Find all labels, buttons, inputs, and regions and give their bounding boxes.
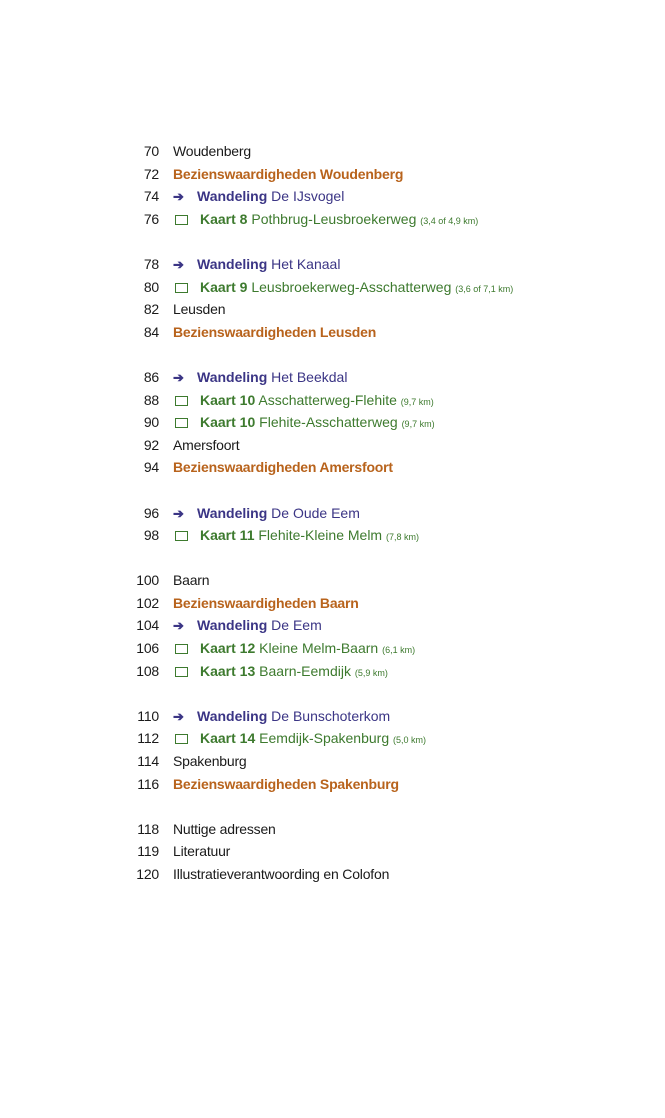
entry-keyword: Wandeling bbox=[197, 368, 268, 385]
entry-title: Flehite-Asschatterweg bbox=[259, 414, 398, 431]
page-number: 74 bbox=[143, 188, 159, 205]
entry-keyword: Kaart 12 bbox=[200, 640, 256, 657]
toc-entry[interactable] bbox=[0, 840, 665, 863]
page-number: 80 bbox=[143, 278, 159, 295]
arrow-right-icon: ➔ bbox=[173, 189, 184, 205]
page-number: 110 bbox=[137, 707, 159, 724]
toc-entry[interactable] bbox=[0, 592, 665, 615]
entry-title: Flehite-Kleine Melm bbox=[258, 527, 383, 544]
entry-title: Bezienswaardigheden Amersfoort bbox=[173, 459, 393, 476]
page-number: 86 bbox=[143, 368, 159, 385]
toc-entry[interactable] bbox=[0, 727, 665, 750]
entry-distance: (5,0 km) bbox=[393, 735, 427, 746]
entry-title: Woudenberg bbox=[173, 143, 251, 159]
toc-entry[interactable] bbox=[0, 366, 665, 389]
toc-entry[interactable] bbox=[0, 569, 665, 592]
page-number: 119 bbox=[137, 843, 159, 860]
arrow-right-icon: ➔ bbox=[173, 505, 184, 521]
page-number: 88 bbox=[143, 391, 159, 408]
entry-title: Illustratieverantwoording en Colofon bbox=[173, 866, 390, 882]
toc-entry[interactable] bbox=[0, 389, 665, 412]
toc-entry[interactable] bbox=[0, 434, 665, 457]
page-number: 102 bbox=[136, 594, 159, 611]
page-number: 70 bbox=[143, 143, 159, 159]
entry-title: Bezienswaardigheden Spakenburg bbox=[173, 775, 399, 792]
toc-entry[interactable] bbox=[0, 524, 665, 547]
entry-title: Leusden bbox=[173, 301, 226, 318]
entry-title: Kleine Melm-Baarn bbox=[259, 640, 379, 657]
page-number: 106 bbox=[136, 640, 159, 657]
map-box-icon bbox=[175, 644, 188, 654]
entry-keyword: Wandeling bbox=[197, 707, 268, 724]
toc-entry[interactable] bbox=[0, 863, 665, 886]
toc-entry[interactable] bbox=[0, 705, 665, 728]
entry-title: Nuttige adressen bbox=[173, 820, 276, 837]
entry-title: Bezienswaardigheden Woudenberg bbox=[173, 165, 404, 182]
map-box-icon bbox=[175, 531, 188, 541]
entry-distance: (6,1 km) bbox=[382, 645, 416, 656]
map-box-icon bbox=[175, 283, 188, 293]
toc-entry[interactable] bbox=[0, 163, 665, 186]
toc-entry[interactable] bbox=[0, 502, 665, 525]
map-box-icon bbox=[175, 418, 188, 428]
toc-entry[interactable] bbox=[0, 208, 665, 231]
entry-keyword: Kaart 11 bbox=[200, 527, 255, 544]
entry-keyword: Kaart 13 bbox=[200, 662, 256, 679]
toc-entry[interactable] bbox=[0, 456, 665, 479]
page-number: 112 bbox=[137, 730, 159, 747]
entry-title: Baarn bbox=[173, 572, 210, 589]
toc-entry[interactable] bbox=[0, 614, 665, 637]
page-number: 108 bbox=[136, 662, 159, 679]
arrow-right-icon: ➔ bbox=[173, 618, 184, 634]
page-number: 120 bbox=[136, 866, 159, 882]
map-box-icon bbox=[175, 667, 188, 677]
toc-entry[interactable] bbox=[0, 411, 665, 434]
page-number: 96 bbox=[143, 504, 159, 521]
entry-title: De Oude Eem bbox=[271, 504, 360, 521]
entry-keyword: Wandeling bbox=[197, 188, 268, 205]
entry-distance: (3,4 of 4,9 km) bbox=[420, 215, 479, 226]
toc-entry[interactable] bbox=[0, 637, 665, 660]
toc-entry[interactable] bbox=[0, 660, 665, 683]
toc-entry[interactable] bbox=[0, 750, 665, 773]
page-number: 94 bbox=[143, 459, 159, 476]
toc-entry[interactable] bbox=[0, 321, 665, 344]
entry-keyword: Kaart 10 bbox=[200, 414, 256, 431]
page-number: 104 bbox=[136, 617, 159, 634]
entry-distance: (7,8 km) bbox=[385, 532, 419, 543]
entry-title: De IJsvogel bbox=[271, 188, 345, 205]
toc-entry[interactable] bbox=[0, 185, 665, 208]
page-number: 84 bbox=[143, 323, 159, 340]
entry-title: De Bunschoterkom bbox=[271, 707, 391, 724]
entry-title: Leusbroekerweg-Asschatterweg bbox=[251, 278, 452, 295]
entry-title: Pothbrug-Leusbroekerweg bbox=[251, 210, 417, 227]
map-box-icon bbox=[175, 215, 188, 225]
page-number: 98 bbox=[143, 527, 159, 544]
toc-entry[interactable] bbox=[0, 773, 665, 796]
entry-distance: (3,6 of 7,1 km) bbox=[455, 283, 514, 294]
page-number: 90 bbox=[143, 414, 159, 431]
arrow-right-icon: ➔ bbox=[173, 708, 184, 724]
map-box-icon bbox=[175, 734, 188, 744]
toc-entry[interactable] bbox=[0, 253, 665, 276]
page-number: 78 bbox=[143, 255, 159, 272]
page-number: 118 bbox=[137, 820, 159, 837]
arrow-right-icon: ➔ bbox=[173, 256, 184, 272]
entry-distance: (5,9 km) bbox=[354, 667, 388, 678]
page-number: 92 bbox=[143, 436, 159, 453]
entry-title: Literatuur bbox=[173, 843, 231, 860]
entry-keyword: Kaart 14 bbox=[200, 730, 256, 747]
entry-keyword: Kaart 8 bbox=[200, 210, 248, 227]
page-number: 100 bbox=[136, 572, 159, 589]
entry-title: Bezienswaardigheden Leusden bbox=[173, 323, 377, 340]
entry-keyword: Wandeling bbox=[197, 255, 268, 272]
table-of-contents bbox=[0, 140, 665, 886]
entry-distance: (9,7 km) bbox=[400, 396, 434, 407]
entry-title: Asschatterweg-Flehite bbox=[258, 391, 397, 408]
toc-entry[interactable] bbox=[0, 140, 665, 163]
entry-title: Baarn-Eemdijk bbox=[259, 662, 351, 679]
entry-title: Het Beekdal bbox=[271, 368, 348, 385]
entry-keyword: Kaart 9 bbox=[200, 278, 248, 295]
entry-keyword: Wandeling bbox=[197, 504, 268, 521]
entry-title: Bezienswaardigheden Baarn bbox=[173, 594, 359, 611]
entry-distance: (9,7 km) bbox=[401, 419, 435, 430]
entry-title: Amersfoort bbox=[173, 436, 240, 453]
page-number: 114 bbox=[137, 753, 159, 770]
map-box-icon bbox=[175, 396, 188, 406]
arrow-right-icon: ➔ bbox=[173, 369, 184, 385]
page-number: 72 bbox=[143, 165, 159, 182]
page-number: 82 bbox=[143, 301, 159, 318]
entry-title: Het Kanaal bbox=[271, 255, 341, 272]
entry-title: Spakenburg bbox=[173, 753, 247, 770]
toc-entry[interactable] bbox=[0, 298, 665, 321]
toc-entry[interactable] bbox=[0, 276, 665, 299]
page-number: 116 bbox=[137, 775, 159, 792]
toc-entry[interactable] bbox=[0, 818, 665, 841]
entry-title: De Eem bbox=[271, 617, 322, 634]
entry-keyword: Kaart 10 bbox=[200, 391, 256, 408]
entry-title: Eemdijk-Spakenburg bbox=[259, 730, 390, 747]
entry-keyword: Wandeling bbox=[197, 617, 268, 634]
page-number: 76 bbox=[143, 210, 159, 227]
